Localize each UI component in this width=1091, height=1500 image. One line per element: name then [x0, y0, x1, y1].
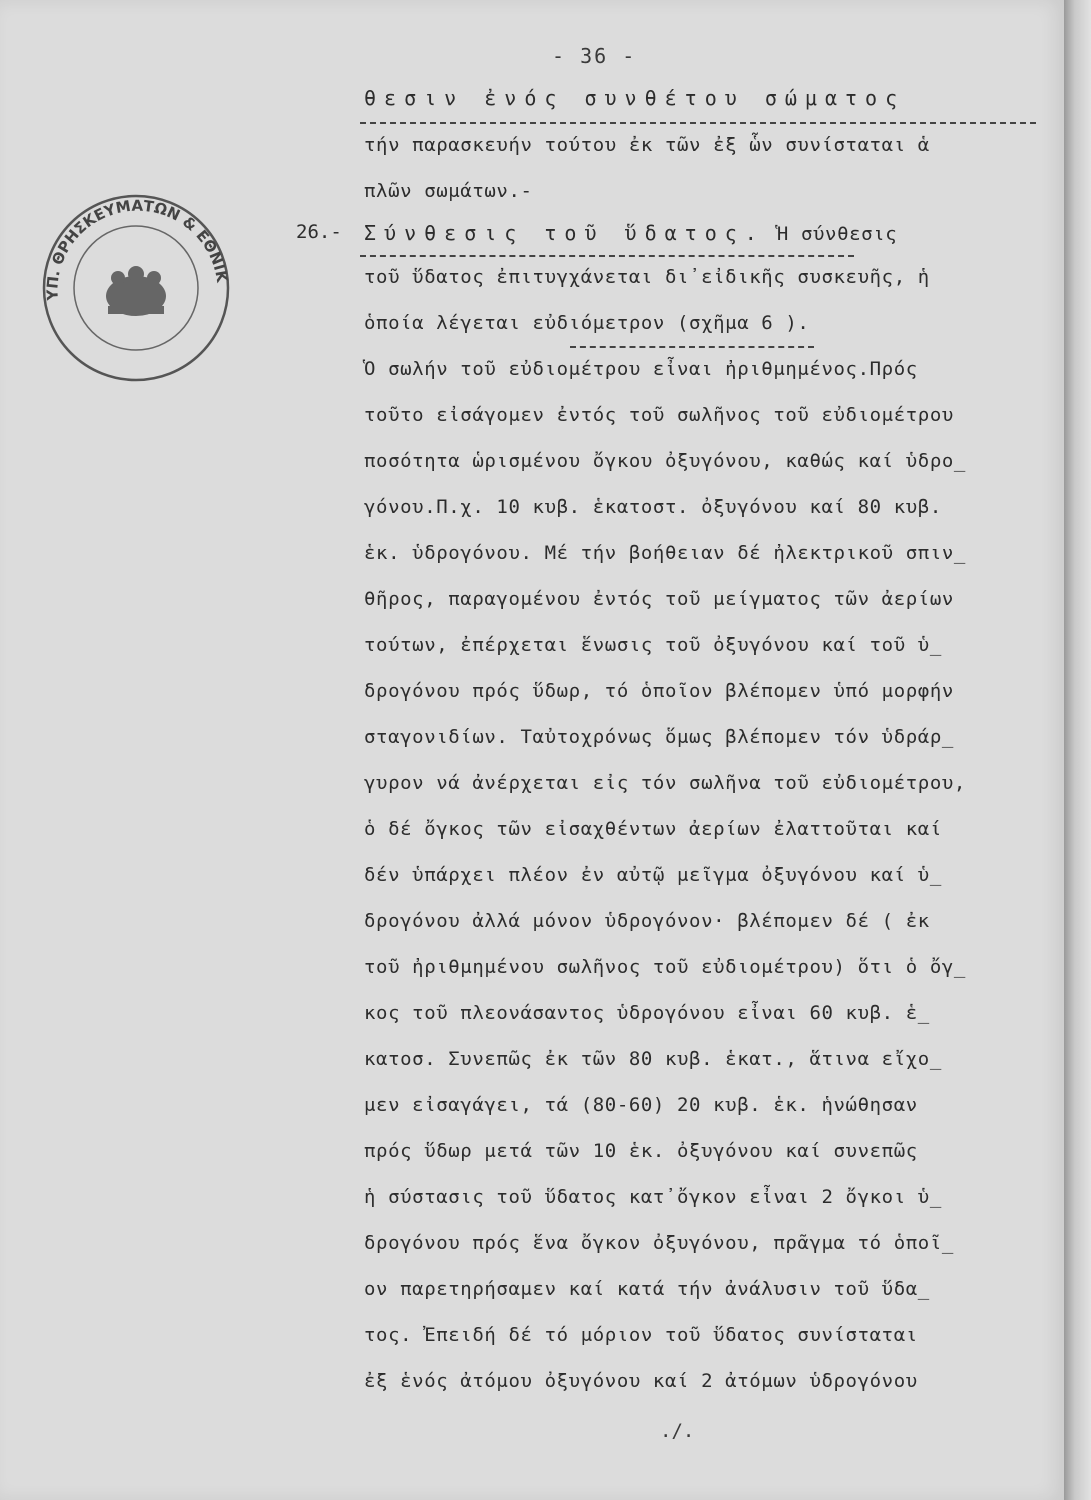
- official-stamp: [36, 188, 236, 388]
- text-line-29: ἐξ ἑνός ἀτόμου ὀξυγόνου καί 2 ἀτόμων ὑδρογόνου: [364, 1370, 918, 1392]
- text-line-8: τοῦτο εἰσάγομεν ἐντός τοῦ σωλῆνος τοῦ εὐδιομέτρου: [364, 404, 954, 426]
- text-line-3: πλῶν σωμάτων.-: [364, 180, 533, 202]
- text-line-13: τούτων, ἐπέρχεται ἕνωσις τοῦ ὀξυγόνου καί τοῦ ὑ_: [364, 634, 942, 656]
- underline-3: [570, 346, 814, 348]
- text-line-19: δρογόνου ἀλλά μόνον ὑδρογόνον· βλέπομεν δέ ( ἐκ: [364, 910, 930, 932]
- text-line-15: σταγονιδίων. Ταὐτοχρόνως ὅμως βλέπομεν τόν ὑδράρ_: [364, 726, 954, 748]
- binding-edge: [1064, 0, 1091, 1500]
- text-line-28: τος. Ἐπειδή δέ τό μόριον τοῦ ὕδατος συνίσταται: [364, 1324, 918, 1346]
- text-line-9: ποσότητα ὡρισμένου ὄγκου ὀξυγόνου, καθώς καί ὑδρο_: [364, 450, 966, 472]
- text-line-10: γόνου.Π.χ. 10 κυβ. ἑκατοστ. ὀξυγόνου καί 80 κυβ.: [364, 496, 942, 518]
- text-line-2: τήν παρασκευήν τούτου ἐκ τῶν ἐξ ὧν συνίσταται ἁ: [364, 134, 930, 156]
- text-line-7: Ὁ σωλήν τοῦ εὐδιομέτρου εἶναι ἠριθμημένος.Πρός: [364, 358, 918, 380]
- text-line-27: ον παρετηρήσαμεν καί κατά τήν ἀνάλυσιν τοῦ ὕδα_: [364, 1278, 930, 1300]
- underline-2: [360, 255, 854, 257]
- text-line-23: μεν εἰσαγάγει, τά (80-60) 20 κυβ. ἑκ. ἡνώθησαν: [364, 1094, 918, 1116]
- text-line-24: πρός ὕδωρ μετά τῶν 10 ἑκ. ὀξυγόνου καί συνεπῶς: [364, 1140, 918, 1162]
- text-line-18: δέν ὑπάρχει πλέον ἐν αὐτῷ μεῖγμα ὀξυγόνου καί ὑ_: [364, 864, 942, 886]
- underline-1: [360, 122, 1036, 124]
- text-line-1: θεσιν ἐνός συνθέτου σώματος: [364, 86, 906, 110]
- heading-continuation: Ἡ σύνθεσις: [776, 223, 898, 245]
- text-line-5: τοῦ ὕδατος ἐπιτυγχάνεται δι᾽εἰδικῆς συσκευῆς, ἡ: [364, 266, 930, 288]
- text-line-22: κατοσ. Συνεπῶς ἐκ τῶν 80 κυβ. ἑκατ., ἅτινα εἴχο_: [364, 1048, 942, 1070]
- text-line-20: τοῦ ἠριθμημένου σωλῆνος τοῦ εὐδιομέτρου) ὅτι ὁ ὄγ_: [364, 956, 966, 978]
- text-line-16: γυρον νά ἀνέρχεται εἰς τόν σωλῆνα τοῦ εὐδιομέτρου,: [364, 772, 966, 794]
- continuation-mark: ./.: [660, 1420, 695, 1442]
- page-number: - 36 -: [552, 44, 637, 68]
- text-line-4: [364, 221, 897, 245]
- text-line-12: θῆρος, παραγομένου ἐντός τοῦ μείγματος τῶν ἀερίων: [364, 588, 954, 610]
- text-line-6: ὁποία λέγεται εὐδιόμετρον (σχῆμα 6 ).: [364, 312, 810, 334]
- text-line-17: ὁ δέ ὄγκος τῶν εἰσαχθέντων ἀερίων ἐλαττοῦται καί: [364, 818, 942, 840]
- text-line-14: δρογόνου πρός ὕδωρ, τό ὁποῖον βλέπομεν ὑπό μορφήν: [364, 680, 954, 702]
- paragraph-number: 26.-: [296, 221, 342, 243]
- stamp-text: ΥΠ. ΘΡΗΣΚΕΥΜΑΤΩΝ & ΕΘΝΙΚ: [43, 196, 232, 301]
- section-heading: Σύνθεσις τοῦ ὕδατος.: [364, 221, 765, 245]
- text-line-26: δρογόνου πρός ἕνα ὄγκον ὀξυγόνου, πρᾶγμα τό ὁποῖ_: [364, 1232, 954, 1254]
- stamp-emblem: [106, 266, 166, 316]
- text-line-11: ἑκ. ὑδρογόνου. Μέ τήν βοήθειαν δέ ἠλεκτρικοῦ σπιν_: [364, 542, 966, 564]
- text-line-25: ἡ σύστασις τοῦ ὕδατος κατ᾽ὄγκον εἶναι 2 ὄγκοι ὑ_: [364, 1186, 942, 1208]
- text-line-21: κος τοῦ πλεονάσαντος ὑδρογόνου εἶναι 60 κυβ. ἑ_: [364, 1002, 930, 1024]
